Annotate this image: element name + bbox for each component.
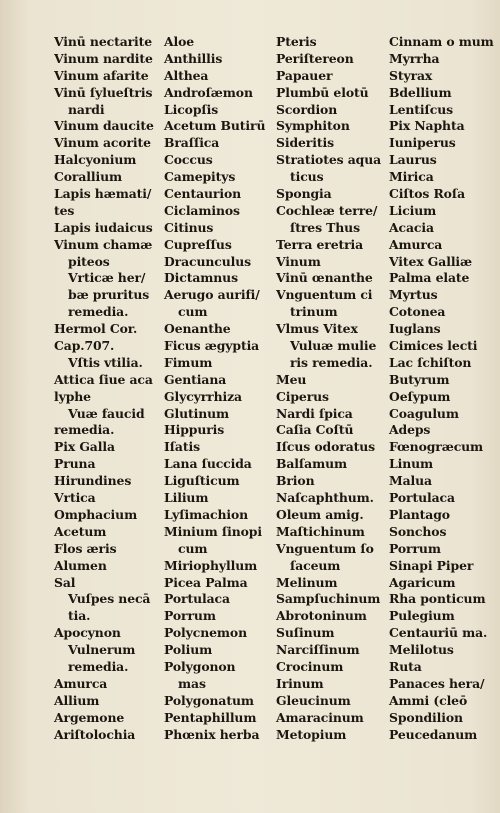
index-entry: Cotonea [389, 304, 446, 320]
index-entry: Vuſpes necā [68, 591, 151, 607]
index-entry: mas [178, 675, 206, 691]
index-entry: bæ pruritus [68, 287, 150, 303]
index-entry: Minium ſinopi [164, 523, 262, 539]
index-entry: Irinum [276, 675, 324, 691]
index-entry: Amurca [389, 236, 443, 252]
index-entry: Lapis hæmati/ [54, 186, 152, 202]
index-entry: Gentiana [164, 371, 227, 387]
index-entry: Cochleæ terre/ [276, 202, 378, 218]
index-entry: Peucedanum [389, 726, 478, 742]
index-entry: Sampſuchinum [276, 591, 381, 607]
index-entry: Amaracinum [276, 709, 364, 725]
index-entry: Iuniperus [389, 135, 456, 151]
index-entry: Cupreſſus [164, 236, 232, 252]
index-entry: Aloe [164, 34, 195, 49]
index-entry: Terra eretria [276, 236, 364, 252]
index-entry: Phœnix herba [164, 726, 260, 742]
index-entry: ſtres Thus [290, 219, 360, 235]
index-entry: Pix Galla [54, 439, 115, 455]
index-entry: Androſæmon [164, 84, 253, 100]
index-entry: Alumen [54, 557, 107, 573]
index-entry: Sinapi Piper [389, 557, 474, 573]
index-entry: Halcyonium [54, 152, 137, 168]
index-entry: Lana ſuccida [164, 456, 252, 472]
index-entry: Aerugo aurifi/ [164, 287, 260, 303]
index-entry: Corallium [54, 169, 123, 185]
index-entry: Lac ſchiſton [389, 354, 472, 370]
index-entry: Symphiton [276, 118, 350, 134]
index-entry: Cap.707. [54, 338, 115, 354]
index-entry: Centauriū ma. [389, 625, 488, 641]
index-entry: Iſatis [164, 439, 200, 455]
index-entry: Vrtica [54, 490, 96, 506]
index-entry: Dracunculus [164, 253, 252, 269]
index-entry: Suſinum [276, 625, 335, 641]
index-entry: Gleucinum [276, 692, 351, 708]
index-entry: Attica ſiue aca [54, 371, 153, 387]
index-entry: Bdellium [389, 84, 452, 100]
index-entry: Polycnemon [164, 625, 247, 641]
index-entry: Cimices lecti [389, 338, 478, 354]
index-entry: Apocynon [54, 625, 121, 641]
index-entry: trinum [290, 304, 338, 320]
index-entry: Papauer [276, 67, 333, 83]
index-entry: Fœnogræcum [389, 439, 484, 455]
index-entry: Melilotus [389, 642, 454, 658]
index-entry: Pruna [54, 456, 96, 472]
index-entry: Coagulum [389, 405, 459, 421]
index-entry: Styrax [389, 67, 433, 83]
index-entry: Oleum amig. [276, 506, 364, 522]
index-entry: Acetum Butirū [164, 118, 266, 134]
index-entry: Scordion [276, 101, 338, 117]
index-entry: Porrum [389, 540, 441, 556]
index-column-3 [276, 34, 386, 743]
index-entry: Plumbū elotū [276, 84, 369, 100]
index-entry: Miriophyllum [164, 557, 258, 573]
index-entry: Citinus [164, 219, 214, 235]
index-entry: Vinum acorite [54, 135, 151, 151]
index-entry: Vinū ſylueſtris [54, 84, 153, 100]
index-entry: Mirica [389, 169, 434, 185]
index-entry: Picea Palma [164, 574, 248, 590]
index-entry: Vinum afarite [54, 67, 149, 83]
index-entry: Linum [389, 456, 434, 472]
index-entry: Althea [164, 67, 209, 83]
index-entry: Vinū œnanthe [276, 270, 373, 286]
index-entry: Vuluæ mulie [290, 338, 377, 354]
index-entry: Vinum nardite [54, 50, 153, 66]
index-entry: remedia. [54, 422, 115, 438]
index-entry: Nardi ſpica [276, 405, 353, 421]
index-entry: Vſtis vtilia. [68, 354, 143, 370]
index-entry: Pulegium [389, 608, 455, 624]
index-entry: Vnguentum ci [276, 287, 373, 303]
index-entry: Vinum chamæ [54, 236, 153, 252]
index-entry: Sonchos [389, 523, 447, 539]
index-entry: Lentiſcus [389, 101, 453, 117]
index-entry: Vinū nectarite [54, 34, 153, 49]
index-entry: Amurca [54, 675, 108, 691]
index-entry: Melinum [276, 574, 338, 590]
index-entry: Spongia [276, 186, 332, 202]
index-entry: Lapis iudaicus [54, 219, 153, 235]
index-entry: Lyſimachion [164, 506, 249, 522]
index-entry: Myrtus [389, 287, 438, 303]
index-entry: Licium [389, 202, 437, 218]
index-entry: Crocinum [276, 658, 344, 674]
index-entry: Pentaphillum [164, 709, 257, 725]
index-entry: Oenanthe [164, 321, 231, 337]
index-entry: Oeſypum [389, 388, 451, 404]
index-entry: Ruta [389, 658, 422, 674]
index-entry: Polium [164, 642, 213, 658]
index-entry: Hirundines [54, 473, 132, 489]
index-entry: Rha ponticum [389, 591, 486, 607]
index-entry: Caſia Coſtū [276, 422, 354, 438]
index-entry: Vnguentum ſo [276, 540, 374, 556]
index-entry: cum [178, 540, 208, 556]
index-entry: ticus [290, 169, 324, 185]
index-entry: remedia. [68, 658, 129, 674]
index-entry: Polygonon [164, 658, 236, 674]
index-entry: Malua [389, 473, 432, 489]
index-entry: Dictamnus [164, 270, 238, 286]
index-entry: Brion [276, 473, 315, 489]
index-entry: Braſſica [164, 135, 220, 151]
index-entry: Acacia [389, 219, 434, 235]
index-entry: Vulnerum [68, 642, 136, 658]
index-entry: Myrrha [389, 50, 440, 66]
index-entry: Sal [54, 574, 76, 590]
index-entry: Vitex Galliæ [389, 253, 473, 269]
index-entry: Narciſſinum [276, 642, 360, 658]
index-entry: Hippuris [164, 422, 225, 438]
index-entry: Porrum [164, 608, 216, 624]
index-entry: Argemone [54, 709, 125, 725]
index-entry: Pteris [276, 34, 317, 49]
index-entry: Glutinum [164, 405, 230, 421]
index-entry: Iuglans [389, 321, 441, 337]
index-entry: ſaceum [290, 557, 341, 573]
index-entry: Liguſticum [164, 473, 240, 489]
index-entry: Meu [276, 371, 307, 387]
index-entry: Glycyrrhiza [164, 388, 242, 404]
index-entry: Periſtereon [276, 50, 354, 66]
index-entry: Balſamum [276, 456, 347, 472]
index-entry: Coccus [164, 152, 213, 168]
index-entry: Agaricum [389, 574, 456, 590]
index-entry: Maſtichinum [276, 523, 365, 539]
index-entry: Polygonatum [164, 692, 254, 708]
index-entry: remedia. [68, 304, 129, 320]
index-entry: Anthillis [164, 50, 223, 66]
index-entry: Acetum [54, 523, 107, 539]
index-entry: ris remedia. [290, 354, 373, 370]
index-entry: Iſcus odoratus [276, 439, 376, 455]
index-column-1 [54, 34, 162, 743]
index-entry: Butyrum [389, 371, 450, 387]
index-column-4 [389, 34, 495, 743]
index-entry: Abrotoninum [276, 608, 367, 624]
index-entry: Hermol Cor. [54, 321, 138, 337]
index-entry: Plantago [389, 506, 450, 522]
index-entry: Ficus ægyptia [164, 338, 260, 354]
index-entry: Panaces hera/ [389, 675, 485, 691]
index-entry: Pix Naphta [389, 118, 465, 134]
index-column-2 [164, 34, 272, 743]
index-entry: Palma elate [389, 270, 470, 286]
index-entry: Vlmus Vitex [276, 321, 358, 337]
index-entry: Fimum [164, 354, 213, 370]
index-entry: cum [178, 304, 208, 320]
index-entry: Vuæ faucid [68, 405, 145, 421]
index-entry: Metopium [276, 726, 347, 742]
index-entry: Ariſtolochia [54, 726, 136, 742]
index-entry: Portulaca [164, 591, 230, 607]
index-entry: Centaurion [164, 186, 242, 202]
index-entry: Adeps [389, 422, 431, 438]
index-entry: Spondilion [389, 709, 463, 725]
index-entry: Camepitys [164, 169, 236, 185]
index-entry: Ciperus [276, 388, 329, 404]
index-entry: lyphe [54, 388, 91, 404]
index-entry: Laurus [389, 152, 437, 168]
index-entry: tes [54, 202, 75, 218]
index-entry: Licopſis [164, 101, 219, 117]
index-entry: Ciclaminos [164, 202, 240, 218]
index-entry: Vinum daucite [54, 118, 154, 134]
index-entry: Cinnam o mum [389, 34, 494, 49]
index-entry: Flos æris [54, 540, 117, 556]
index-entry: Ciſtos Roſa [389, 186, 465, 202]
index-entry: Omphacium [54, 506, 138, 522]
index-entry: Vinum [276, 253, 321, 269]
index-entry: nardi [68, 101, 105, 117]
index-entry: Lilium [164, 490, 209, 506]
index-entry: Portulaca [389, 490, 455, 506]
index-entry: Sideritis [276, 135, 334, 151]
index-entry: Vrticæ her/ [68, 270, 146, 286]
index-entry: Stratiotes aqua [276, 152, 382, 168]
index-entry: tia. [68, 608, 91, 624]
index-entry: Naſcaphthum. [276, 490, 374, 506]
index-entry: piteos [68, 253, 110, 269]
index-entry: Ammi (cleō [389, 692, 468, 708]
index-entry: Allium [54, 692, 100, 708]
